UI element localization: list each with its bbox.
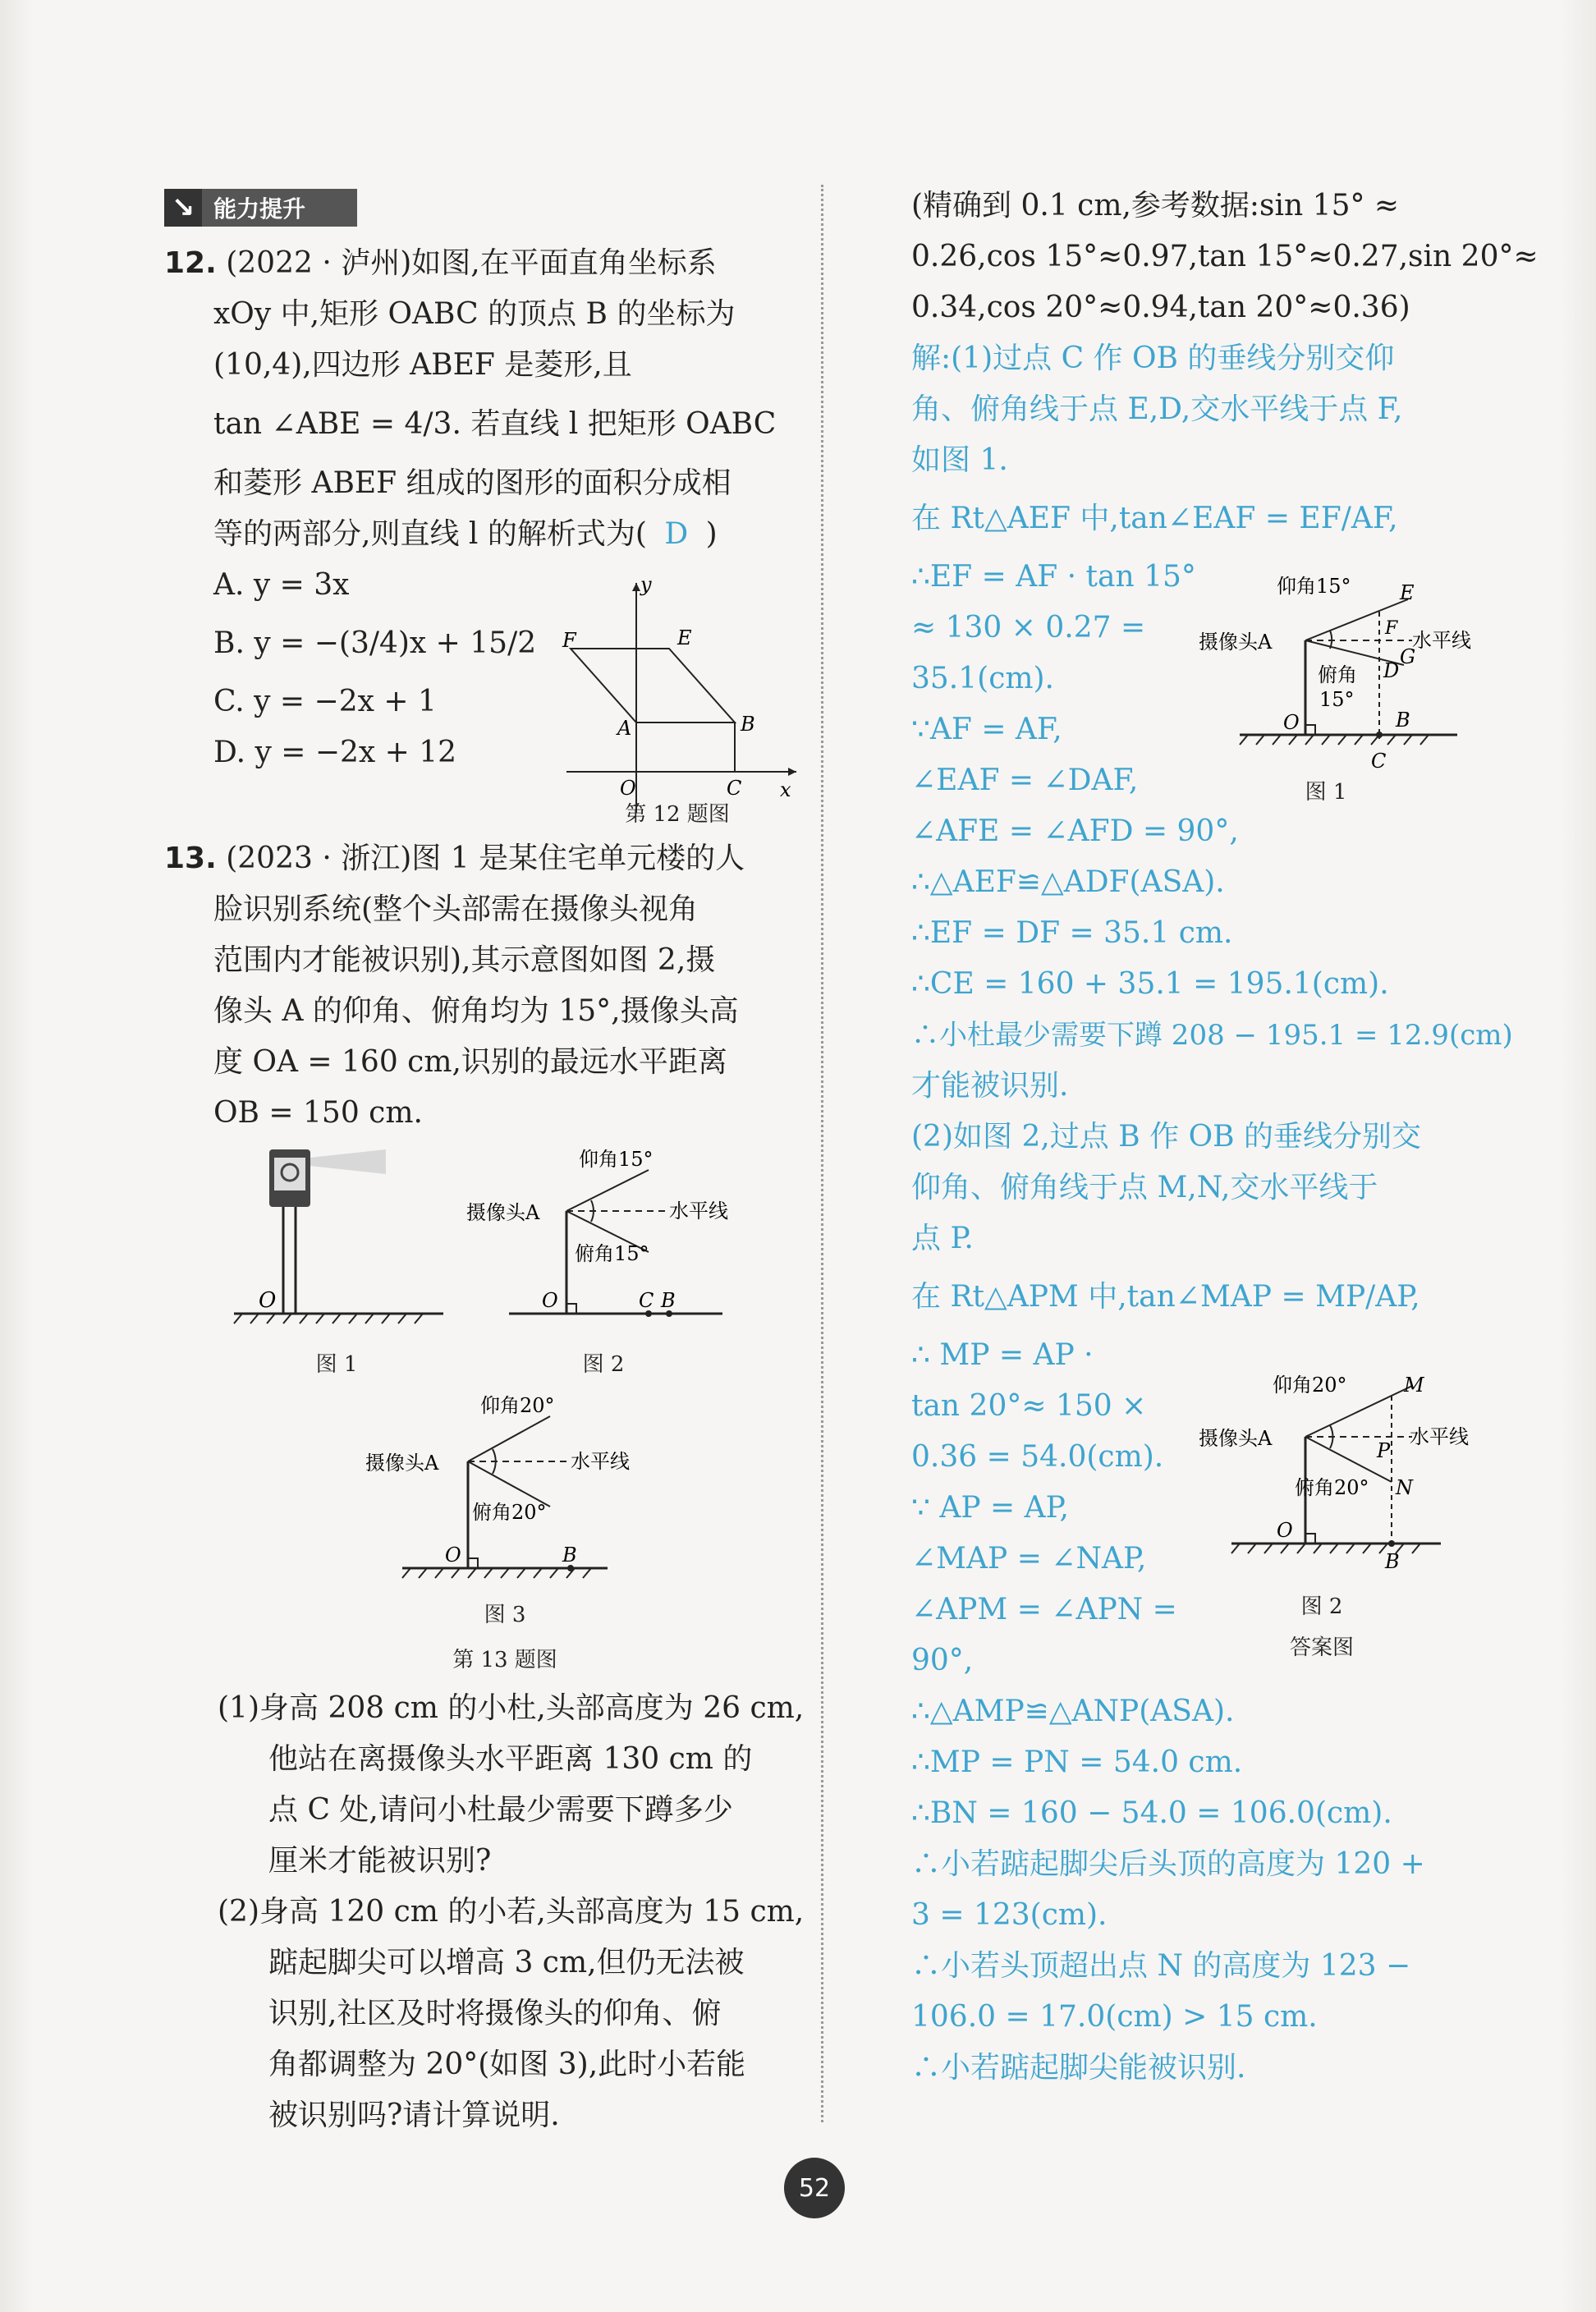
ans-fig1-F: F [1385,618,1398,639]
solution-line-22: ∵ AP = AP, [911,1491,1069,1525]
q13-fig2-O: O [542,1289,558,1312]
q13-part2-line-1: 踮起脚尖可以增高 3 cm,但仍无法被 [268,1946,745,1979]
section-label: 能力提升 [213,195,306,222]
solution-line-31: ∴小若头顶超出点 N 的高度为 123 − [911,1949,1411,1983]
ans-fig2-cam: 摄像头A [1199,1427,1273,1450]
q13-line-4: 度 OA = 160 cm,识别的最远水平距离 [213,1045,727,1079]
q13-fig1-caption: 图 1 [315,1352,358,1377]
solution-line-9: ∠AFE = ∠AFD = 90°, [911,814,1239,848]
q12-fig-O: O [620,777,636,800]
ans-fig1-down: 俯角 [1318,663,1357,686]
q13-parts [218,1683,809,2141]
q12-option-c: C. y = −2x + 1 [213,685,437,718]
right-column [911,181,1539,2094]
q12-option-a: A. y = 3x [213,568,350,602]
q12-line-2: (10,4),四边形 ABEF 是菱形,且 [213,348,632,382]
q13-fig2-down: 俯角15° [575,1242,649,1265]
solution-line-13: ∴小杜最少需要下蹲 208 − 195.1 = 12.9(cm) [911,1019,1513,1052]
q13-line-3: 像头 A 的仰角、俯角均为 15°,摄像头高 [213,994,739,1028]
solution-line-11: ∴EF = DF = 35.1 cm. [911,916,1233,950]
q12-line-5: 等的两部分,则直线 l 的解析式为( [213,517,647,551]
q13-fig3-cam: 摄像头A [365,1452,439,1475]
intro-line-1: 0.26,cos 15°≈0.97,tan 15°≈0.27,sin 20°≈ [911,240,1539,273]
question-13 [164,833,805,1139]
ans-fig1-B: B [1396,709,1410,732]
solution-line-25: 90°, [911,1644,974,1677]
ans-fig2-N: N [1396,1476,1413,1499]
ans-fig2-down: 俯角20° [1295,1476,1369,1499]
q12-line-1: xOy 中,矩形 OABC 的顶点 B 的坐标为 [213,297,736,331]
q12-answer: D [664,517,689,551]
ans-fig-caption: 答案图 [1289,1635,1355,1660]
solution-line-14: 才能被识别. [911,1069,1069,1103]
q12-fig-caption: 第 12 题图 [625,802,730,827]
q12-fig-x: x [780,778,791,801]
q13-fig3-up: 仰角20° [480,1394,555,1417]
section-tag [164,189,357,227]
q13-part1-line-3: 厘米才能被识别? [268,1844,492,1878]
q13-fig3-O: O [445,1544,461,1567]
ans-fig1-E: E [1400,581,1415,604]
ans-fig2-M: M [1404,1374,1424,1397]
ans-fig1-C: C [1371,750,1387,773]
q13-fig2-B: B [661,1289,676,1312]
q13-part1-line-1: 他站在离摄像头水平距离 130 cm 的 [268,1742,753,1776]
q13-fig2 [460,1133,805,1379]
solution-line-4: ∴EF = AF · tan 15° [911,560,1196,594]
column-divider [821,185,823,2122]
solution-line-24: ∠APM = ∠APN = [911,1593,1177,1626]
ans-fig2-O: O [1277,1519,1293,1542]
solution-line-8: ∠EAF = ∠DAF, [911,764,1139,797]
solution-line-26: ∴△AMP≌△ANP(ASA). [911,1695,1235,1728]
q13-line-2: 范围内才能被识别),其示意图如图 2,摄 [213,943,716,977]
q13-part2-line-0: (2)身高 120 cm 的小若,头部高度为 15 cm, [218,1895,805,1929]
solution-line-15: (2)如图 2,过点 B 作 OB 的垂线分别交 [911,1120,1421,1154]
solution-line-2: 如图 1. [911,443,1008,477]
q12-figure [558,575,805,829]
q13-part2-line-3: 角都调整为 20°(如图 3),此时小若能 [268,2048,746,2081]
solution-line-21: 0.36 = 54.0(cm). [911,1440,1164,1474]
solution-line-29: ∴小若踮起脚尖后头顶的高度为 120 + [911,1847,1425,1881]
q12-fig-B: B [741,713,755,736]
ans-fig1-D: D [1383,659,1400,682]
solution-line-32: 106.0 = 17.0(cm) > 15 cm. [911,2000,1318,2034]
q12-fig-y: y [640,575,652,596]
q13-part2-line-4: 被识别吗?请计算说明. [268,2099,560,2132]
q13-line-5: OB = 150 cm. [213,1096,423,1130]
q13-fig3-B: B [562,1544,577,1567]
ans-fig1-O: O [1283,711,1300,734]
solution-line-20: tan 20°≈ 150 × [911,1389,1147,1423]
q12-option-d: D. y = −2x + 12 [213,736,457,769]
solution-line-6: 35.1(cm). [911,662,1054,695]
solution-line-30: 3 = 123(cm). [911,1898,1108,1932]
q12-number: 12. [164,246,217,280]
solution-line-18: 在 Rt△APM 中,tan∠MAP = MP/AP, [911,1280,1420,1314]
svg-text:O: O [259,1288,277,1313]
ans-fig2-P: P [1377,1439,1391,1462]
ans-fig2-up: 仰角20° [1273,1374,1347,1397]
q12-option-b: B. y = −(3/4)x + 15/2 [213,626,537,660]
q13-fig3-horiz: 水平线 [571,1450,630,1473]
q13-fig2-up: 仰角15° [579,1148,654,1171]
ans-fig1-caption: 图 1 [1305,780,1347,805]
q12-line-0: (2022 · 泸州)如图,在平面直角坐标系 [226,246,717,280]
solution-line-33: ∴小若踮起脚尖能被识别. [911,2051,1246,2085]
arrow-icon: ↘ [164,189,202,227]
solution-line-12: ∴CE = 160 + 35.1 = 195.1(cm). [911,967,1389,1001]
ans-fig1-cam: 摄像头A [1199,631,1273,654]
q13-part1-line-2: 点 C 处,请问小杜最少需要下蹲多少 [268,1793,733,1827]
solution-line-16: 仰角、俯角线于点 M,N,交水平线于 [911,1171,1378,1204]
intro-line-2: 0.34,cos 20°≈0.94,tan 20°≈0.36) [911,291,1410,324]
answer-figure-1 [1195,567,1507,813]
solution-line-28: ∴BN = 160 − 54.0 = 106.0(cm). [911,1796,1392,1830]
answer-figure-2 [1195,1363,1507,1675]
ans-fig1-G: G [1400,645,1416,668]
intro-line-0: (精确到 0.1 cm,参考数据:sin 15° ≈ [911,189,1400,222]
q13-fig2-cam: 摄像头A [466,1201,540,1224]
q13-fig3-down: 俯角20° [472,1501,547,1524]
q13-fig1 [222,1133,460,1379]
q13-part2-line-2: 识别,社区及时将摄像头的仰角、俯 [268,1997,722,2030]
q13-line-0: (2023 · 浙江)图 1 是某住宅单元楼的人 [226,842,745,875]
ans-fig2-horiz: 水平线 [1410,1425,1469,1448]
ans-fig2-caption: 图 2 [1300,1594,1343,1619]
solution-line-19: ∴ MP = AP · [911,1338,1094,1372]
q12-fig-E: E [677,626,692,649]
solution-line-27: ∴MP = PN = 54.0 cm. [911,1745,1243,1779]
page-number: 52 [784,2158,845,2218]
q12-line-6: ) [705,517,718,551]
q13-fig2-C: C [639,1289,654,1312]
q12-fig-F: F [562,629,576,652]
solution-line-17: 点 P. [911,1222,974,1255]
solution-line-0: 解:(1)过点 C 作 OB 的垂线分别交仰 [911,342,1395,375]
q13-fig2-horiz: 水平线 [669,1200,728,1223]
q13-line-1: 脸识别系统(整个头部需在摄像头视角 [213,892,699,926]
solution-line-1: 角、俯角线于点 E,D,交水平线于点 F, [911,392,1403,426]
q13-fig3-caption: 图 3 [484,1603,526,1627]
q12-line-4: 和菱形 ABEF 组成的图形的面积分成相 [213,466,732,500]
ans-fig2-B: B [1385,1550,1400,1573]
ans-fig1-up: 仰角15° [1277,575,1351,598]
q13-number: 13. [164,842,217,875]
q12-fig-C: C [727,777,742,800]
q13-part1-line-0: (1)身高 208 cm 的小杜,头部高度为 26 cm, [218,1691,805,1725]
solution-line-23: ∠MAP = ∠NAP, [911,1542,1147,1576]
q13-fig3 [353,1383,681,1671]
q13-fig-caption: 第 13 题图 [452,1648,557,1671]
solution-line-3: 在 Rt△AEF 中,tan∠EAF = EF/AF, [911,502,1398,535]
ans-fig1-deg: 15° [1319,688,1355,711]
solution-line-5: ≈ 130 × 0.27 = [911,611,1146,645]
ans-fig1-horiz: 水平线 [1412,629,1471,652]
q12-fig-A: A [617,717,632,740]
q13-fig2-caption: 图 2 [582,1352,625,1377]
solution-line-10: ∴△AEF≌△ADF(ASA). [911,865,1225,899]
q12-line-3: tan ∠ABE = 4/3. 若直线 l 把矩形 OABC [213,407,777,441]
solution-line-7: ∵AF = AF, [911,713,1062,746]
